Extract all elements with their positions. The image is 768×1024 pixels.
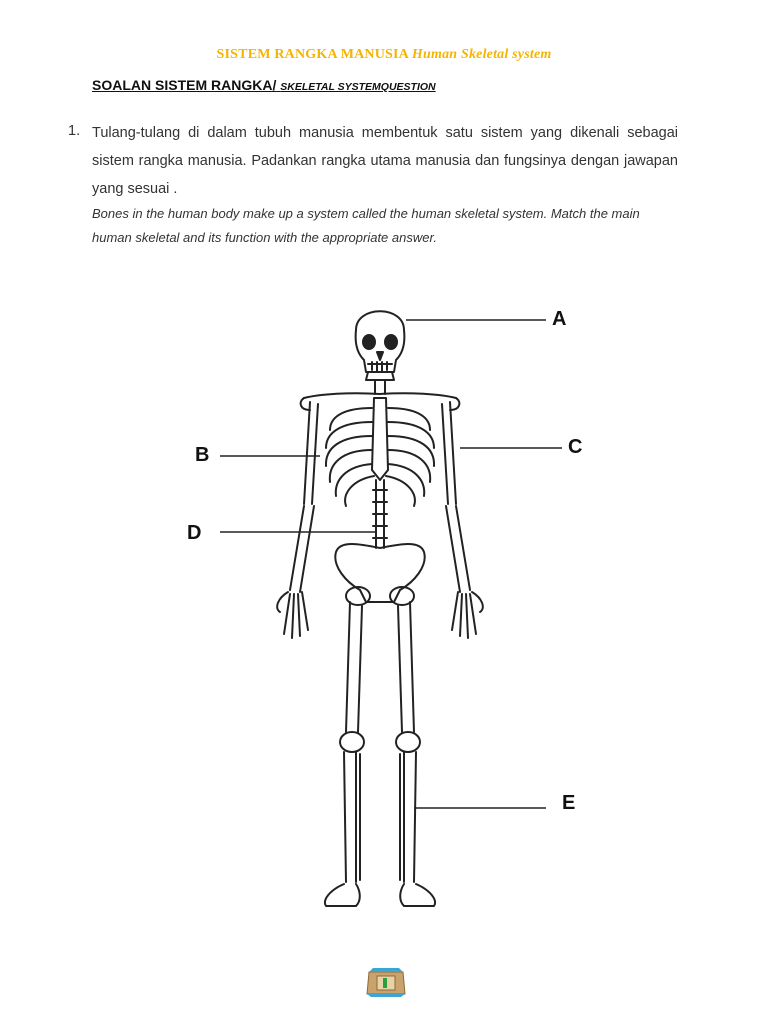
skeleton-illustration	[170, 290, 600, 920]
skeleton-diagram	[170, 290, 600, 920]
section-title-en: SKELETAL SYSTEMQUESTION	[280, 81, 436, 93]
question-text-en: Bones in the human body make up a system called the human skeletal system. Match the main human skeletal and its function with the appropriate answer.	[92, 206, 640, 245]
question-text-ms: Tulang-tulang di dalam tubuh manusia membentuk satu sistem yang dikenali sebagai sistem rangka manusia. Padankan rangka utama manusia dan fungsinya dengan jawapan yang sesuai .	[92, 125, 678, 197]
header-title-ms: SISTEM RANGKA MANUSIA	[216, 47, 409, 62]
header-title-en: Human Skeletal system	[411, 47, 552, 62]
label-b: B	[195, 444, 210, 466]
question-number: 1.	[68, 123, 81, 139]
label-c: C	[568, 436, 583, 458]
section-title	[92, 77, 436, 93]
section-title-ms: SOALAN SISTEM RANGKA/	[92, 77, 277, 93]
label-e: E	[562, 792, 576, 814]
page-logo-icon	[363, 964, 409, 998]
label-d: D	[187, 522, 202, 544]
page-header	[0, 47, 768, 63]
skull-icon	[356, 311, 405, 380]
label-a: A	[552, 308, 567, 330]
